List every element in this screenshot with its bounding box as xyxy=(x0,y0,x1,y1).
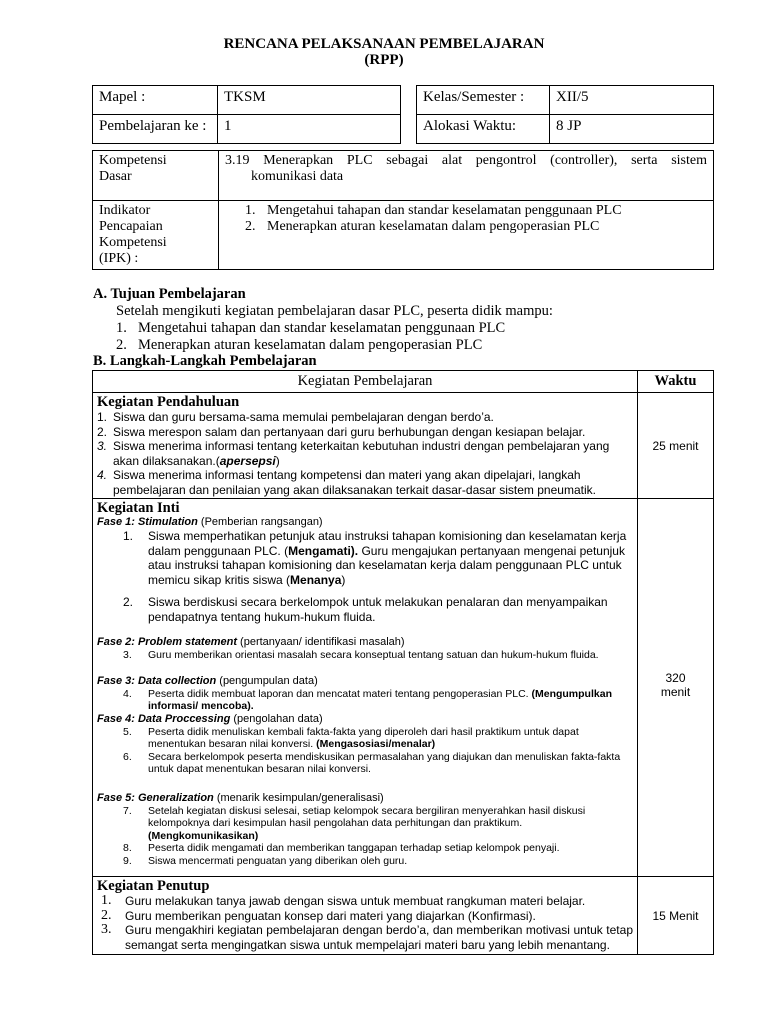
table-header-row xyxy=(93,371,714,393)
list-item: 2. Siswa merespon salam dan pertanyaan dari guru berhubungan dengan kesiapan belajar. xyxy=(97,424,586,439)
list-item: 4. Siswa menerima informasi tentang kompetensi dan materi yang akan dipelajari, langkah pembelajaran dan penilaian yang akan dilaksanakan terkait dasar-dasar sistem pneumatik. xyxy=(97,468,596,497)
inti-title: Kegiatan Inti xyxy=(97,500,180,516)
pendahuluan-row xyxy=(93,393,714,499)
list-item: 7. Setelah kegiatan diskusi selesai, setiap kelompok secara bergiliran menyerahkan hasil diskusi kelompoknya dari kesimpulan hasil pengolahan data perhitungan dan praktikum. (Mengkomunikasikan) xyxy=(123,804,586,842)
list-item: 9. Siswa mencermati penguatan yang diberikan oleh guru. xyxy=(123,854,408,867)
section-a-item: 2. Menerapkan aturan keselamatan dalam pengoperasian PLC xyxy=(116,337,483,353)
mapel-label: Mapel : xyxy=(93,86,218,115)
list-item: 3. Guru mengakhiri kegiatan pembelajaran dengan berdo’a, dan memberikan motivasi untuk tetap semangat serta mengingatkan siswa untuk mempelajari materi baru yang lebih menantang. xyxy=(101,922,633,952)
section-a-title: A. Tujuan Pembelajaran xyxy=(93,286,246,302)
list-item: 3. Guru memberikan orientasi masalah secara konseptual tentang satuan dan hukum-hukum fluida. xyxy=(123,649,599,661)
list-item: 8. Peserta didik mengamati dan memberikan tanggapan terhadap setiap kelompok penyaji. xyxy=(123,842,560,854)
alokasi-value: 8 JP xyxy=(550,115,714,144)
alokasi-label: Alokasi Waktu: xyxy=(417,115,550,144)
penutup-time: 15 Menit xyxy=(638,877,714,955)
kd-row xyxy=(93,151,714,201)
document-title: RENCANA PELAKSANAAN PEMBELAJARAN xyxy=(223,36,545,52)
section-b-title: B. Langkah-Langkah Pembelajaran xyxy=(93,353,317,369)
pendahuluan-title: Kegiatan Pendahuluan xyxy=(97,394,240,410)
fase-2: Fase 2: Problem statement (pertanyaan/ identifikasi masalah) xyxy=(97,636,405,648)
activities-table xyxy=(92,370,714,955)
kelas-value: XII/5 xyxy=(550,86,714,115)
list-item: 2. Guru memberikan penguatan konsep dari materi yang diajarkan (Konfirmasi). xyxy=(101,907,536,923)
fase-3: Fase 3: Data collection (pengumpulan data) xyxy=(97,674,318,687)
fase-4: Fase 4: Data Proccessing (pengolahan data) xyxy=(97,712,323,725)
penutup-cell xyxy=(93,877,638,955)
kelas-label: Kelas/Semester : xyxy=(417,86,550,115)
col-waktu-header: Waktu xyxy=(638,371,714,393)
ipk-row xyxy=(93,201,714,270)
penutup-row xyxy=(93,877,714,955)
ipk-item: 2. Menerapkan aturan keselamatan dalam pengoperasian PLC xyxy=(245,219,600,234)
fase-5: Fase 5: Generalization (menarik kesimpulan/generalisasi) xyxy=(97,791,384,804)
pembelajaran-label: Pembelajaran ke : xyxy=(93,115,218,144)
info-row-mapel xyxy=(93,86,401,115)
inti-time: 320 menit xyxy=(638,499,714,877)
list-item: 1. Siswa dan guru bersama-sama memulai pembelajaran dengan berdo’a. xyxy=(97,410,494,424)
list-item: 1. Siswa memperhatikan petunjuk atau instruksi tahapan komisioning dan keselamatan kerja dalam penggunaan PLC. (Mengamati). Guru mengajukan pertanyaan mengenai petunjuk atau instruksi tahapan komisioning dan keselamatan kerja dalam penggunaan PLC untuk memicu sikap kritis siswa (Menanya) xyxy=(123,529,627,587)
list-item: 3. Siswa menerima informasi tentang keterkaitan kebutuhan industri dengan pembelajaran yang akan dilaksanakan.(apersepsi) xyxy=(97,439,610,468)
ipk-item: 1. Mengetahui tahapan dan standar keselamatan penggunaan PLC xyxy=(245,203,622,218)
document-subtitle: (RPP) xyxy=(364,52,404,68)
inti-row xyxy=(93,499,714,877)
kd-label: Kompetensi Dasar xyxy=(93,151,219,201)
info-row-kelas xyxy=(417,86,714,115)
list-item: 2. Siswa berdiskusi secara berkelompok untuk melakukan penalaran dan menyampaikan pendapatnya tentang hukum-hukum fluida. xyxy=(123,595,608,624)
list-item: 1. Guru melakukan tanya jawab dengan siswa untuk membuat rangkuman materi belajar. xyxy=(101,893,586,908)
pembelajaran-value: 1 xyxy=(218,115,401,144)
list-item: 5. Peserta didik menuliskan kembali fakta-fakta yang diperoleh dari hasil praktikum untuk dapat menentukan besaran nilai konversi. (Mengasosiasi/menalar) xyxy=(123,725,579,750)
competency-table xyxy=(92,150,714,270)
fase-1: Fase 1: Stimulation (Pemberian rangsangan) xyxy=(97,516,323,528)
penutup-title: Kegiatan Penutup xyxy=(97,878,210,894)
pendahuluan-cell xyxy=(93,393,638,499)
list-item: 4. Peserta didik membuat laporan dan mencatat materi tentang pengoperasian PLC. (Mengumpulkan informasi/ mencoba). xyxy=(123,687,612,712)
info-row-alokasi xyxy=(417,115,714,144)
ipk-items xyxy=(219,201,714,270)
info-table-left xyxy=(92,85,401,144)
mapel-value: TKSM xyxy=(218,86,401,115)
section-a-item: 1. Mengetahui tahapan dan standar keselamatan penggunaan PLC xyxy=(116,320,506,336)
col-kegiatan-header: Kegiatan Pembelajaran xyxy=(93,371,638,393)
pendahuluan-time: 25 menit xyxy=(638,393,714,499)
info-row-pembelajaran xyxy=(93,115,401,144)
info-table-right xyxy=(416,85,714,144)
inti-cell xyxy=(93,499,638,877)
ipk-label: Indikator Pencapaian Kompetensi (IPK) : xyxy=(93,201,219,270)
kd-text: 3.19 Menerapkan PLC sebagai alat pengontrol (controller), serta sistem komunikasi data xyxy=(219,151,714,201)
section-a-intro: Setelah mengikuti kegiatan pembelajaran dasar PLC, peserta didik mampu: xyxy=(116,303,553,319)
list-item: 6. Secara berkelompok peserta mendiskusikan permasalahan yang diajukan dan menuliskan fakta-fakta untuk dapat menentukan besaran nilai konversi. xyxy=(123,750,621,775)
